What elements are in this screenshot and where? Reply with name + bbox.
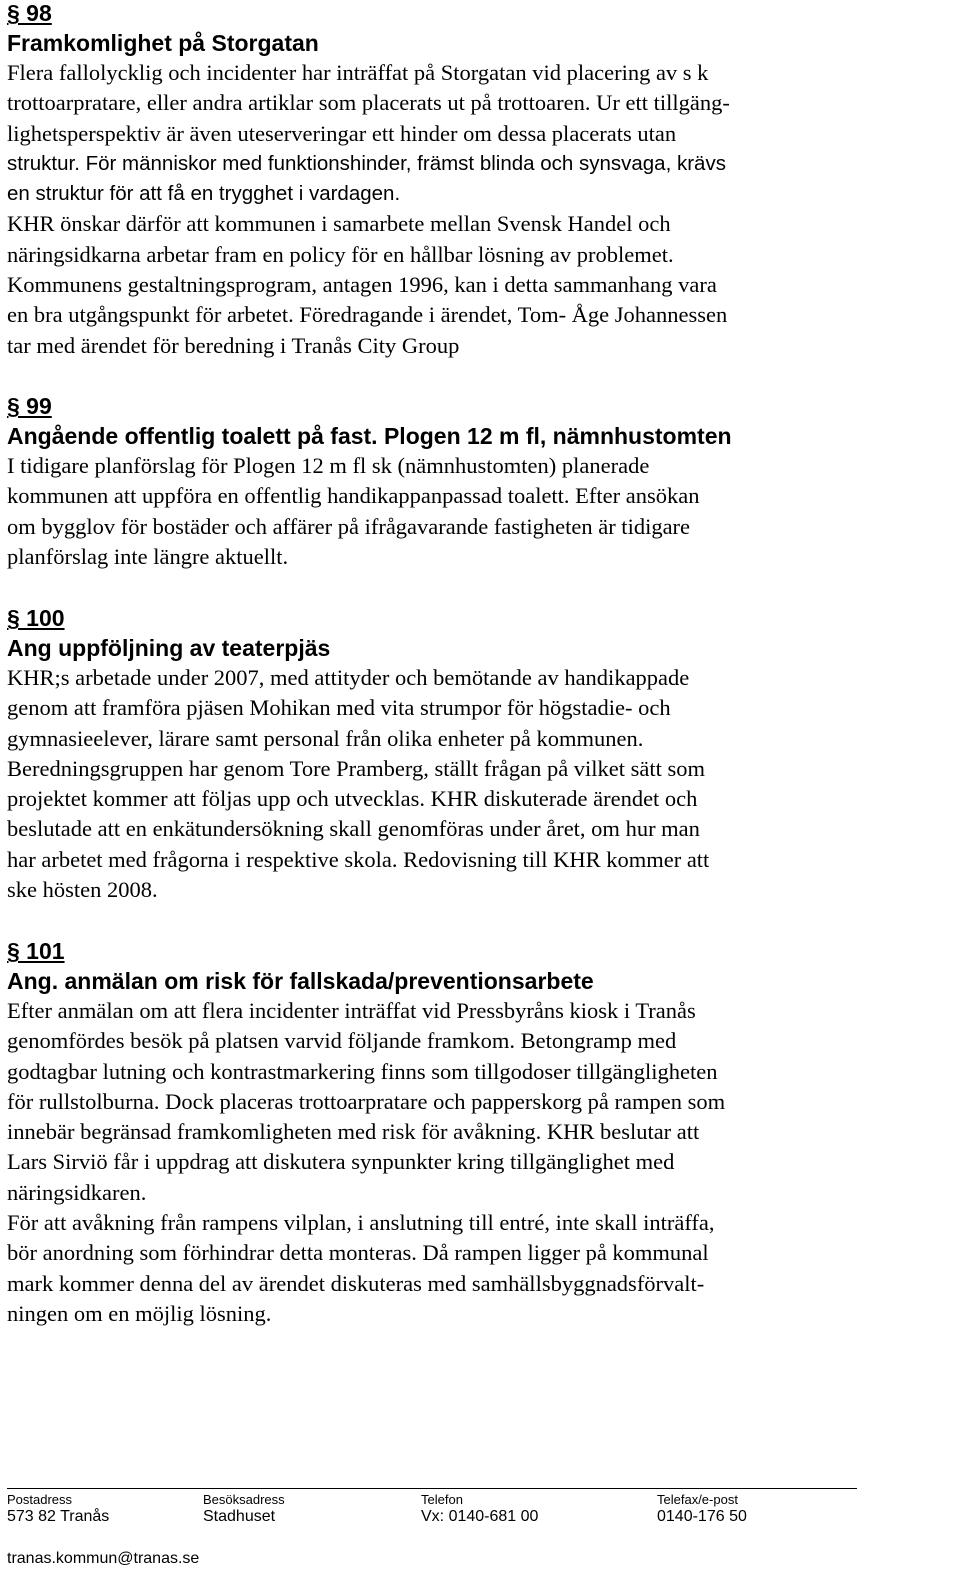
- footer-label: Telefon: [421, 1492, 463, 1507]
- section-body: [7, 663, 709, 905]
- section-heading: [7, 936, 725, 996]
- body-line: kommunen att uppföra en offentlig handikappanpassad toalett. Efter ansökan: [7, 483, 700, 509]
- body-line: planförslag inte längre aktuellt.: [7, 543, 289, 569]
- body-line: Beredningsgruppen har genom Tore Pramberg, ställt frågan på vilket sätt som: [7, 755, 706, 781]
- body-line: beslutade att en enkätundersökning skall genomföras under året, om hur man: [7, 816, 700, 842]
- body-line: för rullstolburna. Dock placeras trottoarpratare och papperskorg på rampen som: [7, 1088, 726, 1114]
- body-line: godtagbar lutning och kontrastmarkering finns som tillgodoser tillgängligheten: [7, 1058, 718, 1084]
- body-line: näringsidkaren.: [7, 1179, 147, 1205]
- section-heading: [7, 391, 732, 451]
- section-heading: [7, 0, 730, 58]
- section-title: Ang uppföljning av teaterpjäs: [7, 635, 331, 661]
- section-heading: [7, 603, 709, 663]
- body-line: näringsidkarna arbetar fram en policy för en hållbar lösning av problemet.: [7, 241, 674, 267]
- section-title: Angående offentlig toalett på fast. Plogen 12 m fl, nämnhustomten: [7, 423, 732, 449]
- section-98: [7, 0, 730, 361]
- section-101: [7, 936, 725, 1329]
- section-number: § 98: [7, 0, 52, 26]
- section-number: § 99: [7, 393, 52, 419]
- section-number: § 101: [7, 938, 65, 964]
- body-line: För att avåkning från rampens vilplan, i anslutning till entré, inte skall inträffa,: [7, 1210, 715, 1236]
- section-body: [7, 996, 725, 1329]
- footer-label: Besöksadress: [203, 1492, 285, 1507]
- body-line: KHR;s arbetade under 2007, med attityder och bemötande av handikappade: [7, 665, 690, 690]
- body-line: en bra utgångspunkt för arbetet. Föredragande i ärendet, Tom- Åge Johannessen: [7, 302, 728, 328]
- body-line: bör anordning som förhindrar detta monteras. Då rampen ligger på kommunal: [7, 1240, 709, 1266]
- body-line: Efter anmälan om att flera incidenter inträffat vid Pressbyråns kiosk i Tranås: [7, 998, 696, 1023]
- body-line: gymnasieelever, lärare samt personal från olika enheter på kommunen.: [7, 725, 644, 751]
- body-line: en struktur för att få en trygghet i vardagen.: [7, 182, 401, 206]
- body-line: ningen om en möjlig lösning.: [7, 1300, 272, 1326]
- section-99: [7, 391, 732, 572]
- body-line: KHR önskar därför att kommunen i samarbete mellan Svensk Handel och: [7, 211, 671, 237]
- body-line: om bygglov för bostäder och affärer på ifrågavarande fastigheten är tidigare: [7, 513, 691, 539]
- body-line: lighetsperspektiv är även uteserveringar ett hinder om dessa placerats utan: [7, 120, 677, 146]
- body-line: genomfördes besök på platsen varvid följande framkom. Betongramp med: [7, 1028, 677, 1054]
- body-line: Flera fallolycklig och incidenter har inträffat på Storgatan vid placering av s k: [7, 60, 709, 85]
- body-line: mark kommer denna del av ärendet diskuteras med samhällsbyggnadsförvalt-: [7, 1270, 705, 1296]
- body-line: Kommunens gestaltningsprogram, antagen 1996, kan i detta sammanhang vara: [7, 272, 717, 298]
- body-line: I tidigare planförslag för Plogen 12 m fl sk (nämnhustomten) planerade: [7, 453, 650, 478]
- footer-value: 573 82 Tranås: [7, 1508, 110, 1525]
- footer-value: Stadhuset: [203, 1508, 276, 1525]
- section-number: § 100: [7, 605, 65, 631]
- body-line: innebär begränsad framkomligheten med risk för avåkning. KHR beslutar att: [7, 1119, 700, 1145]
- body-line: tar med ärendet för beredning i Tranås City Group: [7, 332, 460, 358]
- body-line: trottoarpratare, eller andra artiklar som placerats ut på trottoaren. Ur ett tillgäng-: [7, 90, 730, 116]
- body-line: har arbetet med frågorna i respektive skola. Redovisning till KHR kommer att: [7, 846, 710, 872]
- section-title: Framkomlighet på Storgatan: [7, 30, 319, 56]
- footer-divider: [7, 1488, 857, 1489]
- section-body: [7, 58, 730, 361]
- footer-email[interactable]: tranas.kommun@tranas.se: [7, 1550, 200, 1567]
- body-line: Lars Sirviö får i uppdrag att diskutera synpunkter kring tillgänglighet med: [7, 1149, 675, 1175]
- body-line: genom att framföra pjäsen Mohikan med vita strumpor för högstadie- och: [7, 695, 671, 721]
- body-line: projektet kommer att följas upp och utvecklas. KHR diskuterade ärendet och: [7, 786, 698, 812]
- section-100: [7, 603, 709, 905]
- footer-label: Postadress: [7, 1492, 73, 1507]
- body-line: struktur. För människor med funktionshinder, främst blinda och synsvaga, krävs: [7, 151, 726, 175]
- body-line: ske hösten 2008.: [7, 877, 158, 903]
- footer-value: Vx: 0140-681 00: [421, 1508, 539, 1525]
- section-title: Ang. anmälan om risk för fallskada/preventionsarbete: [7, 968, 594, 994]
- section-body: [7, 451, 732, 572]
- footer-value: 0140-176 50: [657, 1508, 747, 1525]
- footer-label: Telefax/e-post: [657, 1492, 738, 1507]
